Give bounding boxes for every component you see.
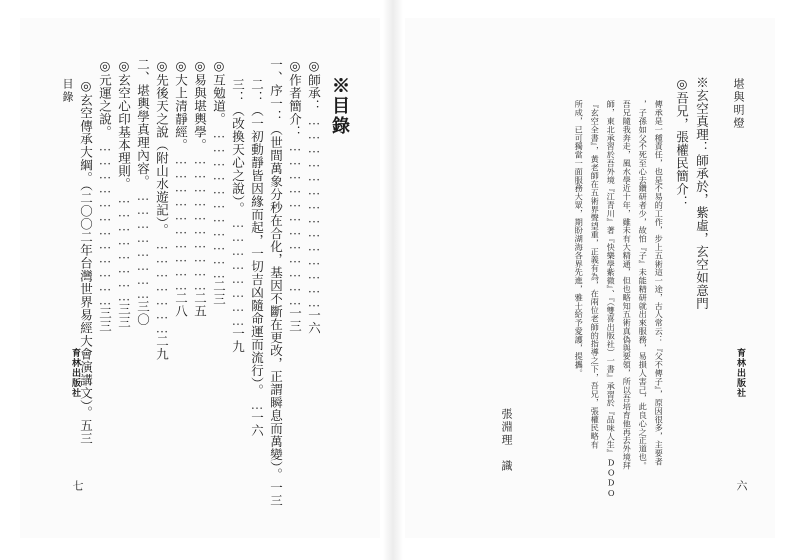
right-publisher-mark: 育林出版社 [735, 348, 745, 398]
toc-leader: …………………… [116, 190, 132, 303]
body-line: ，子孫如父不死至心去鑽研者少，故怕『子』未能精研就出來服務，易損人害己，此良心之正道也。 [638, 100, 649, 470]
toc-entry-text: ◎玄空傳承大綱。（二〇〇二年台灣世界易經大會演講文）。 [78, 78, 94, 419]
toc-entry[interactable] [307, 58, 320, 518]
toc-page-number: 二五 [192, 291, 208, 318]
toc-page-number: 五三 [78, 419, 94, 445]
toc-entry[interactable] [98, 58, 111, 518]
toc-entry[interactable] [231, 78, 244, 518]
toc-leader: ………………………… [173, 151, 189, 292]
toc-entry-text: ◎元運之說。 [97, 58, 113, 139]
body-line: 『玄空全書』，黃老師在五術界聲望重，正義有為，在兩位老師的指導之下，吾兄，張權民略有 [590, 100, 601, 449]
signature: 張淵理 識 [500, 408, 513, 473]
toc-entry-text: ◎玄空心印基本理則。 [116, 58, 132, 191]
toc-entry[interactable] [212, 58, 225, 518]
right-page [405, 18, 775, 538]
section-heading: ※玄空真理：師承於，紫虛，玄空如意門 [694, 76, 710, 310]
toc-entry-text: 二：（一初動靜皆因緣而起，一切吉凶隨命運而流行）。 [249, 78, 265, 397]
toc-leader: …………………………………… [306, 112, 322, 309]
left-publisher-mark: 育林出版社 [70, 348, 80, 398]
body-line: 所成，已可獨當一面服務大眾，期盼湖海各界先進，雅士給予愛護，提攜。 [574, 100, 585, 378]
book-gutter [383, 0, 403, 560]
toc-title: ※目錄 [329, 76, 350, 136]
toc-entry-text: ◎作者簡介： [287, 58, 303, 139]
toc-entry[interactable] [79, 78, 92, 518]
toc-page-number: 二八 [173, 291, 189, 318]
toc-entry-text: ◎師承： [306, 58, 322, 113]
right-running-title: 堪與明燈 [732, 78, 745, 130]
toc-entry[interactable] [269, 58, 282, 518]
toc-leader: …………………………… [211, 125, 227, 280]
toc-entry-text: ◎易與堪輿學。 [192, 58, 208, 152]
toc-page-number: 一六 [249, 410, 265, 437]
toc-leader: ……………………………… [97, 138, 113, 307]
toc-page-number: 一三 [287, 306, 303, 333]
toc-leader: ………………………… [192, 151, 208, 292]
toc-entry-text: 一、序一：（世間萬象分秒在合化，基因不斷在更改，正謂瞬息而萬變）。 [268, 58, 284, 481]
toc-leader: ………………… [154, 236, 170, 335]
toc-entry[interactable] [288, 58, 301, 518]
body-line: 師，東北承習於吾外境『江青川』著『快樂學紫微』、『（雙喜出版社）一書』承習於『品味人生』DODO [606, 100, 617, 499]
toc-page-number: 二三 [211, 279, 227, 306]
left-page [20, 18, 380, 538]
toc-page-number: 三三 [97, 306, 113, 333]
toc-leader: …………………… [135, 188, 151, 300]
toc-page-number: 三〇 [135, 300, 151, 326]
toc-page-number: 一九 [230, 326, 246, 353]
left-running-title: 目錄 [61, 78, 74, 104]
toc-entry[interactable] [155, 58, 168, 518]
toc-entry-text: ◎先後天之說（附山水遊記）。 [154, 58, 170, 237]
toc-entry[interactable] [117, 58, 130, 518]
toc-entry[interactable] [193, 58, 206, 518]
toc-entry[interactable] [250, 78, 263, 518]
section-subheading: ◎吾兄，張權民簡介： [674, 76, 690, 209]
toc-entry[interactable] [174, 58, 187, 518]
toc-entry[interactable] [136, 58, 149, 518]
toc-leader: … [249, 396, 265, 411]
toc-leader: ……………………………… [287, 138, 303, 307]
body-line: 吾兄隨我奔走，風水學近十年，雖未有大精通，但也略知五術真偽與要領，所以吾培育他再去外境拜 [622, 100, 633, 470]
left-page-number: 七 [71, 480, 84, 491]
toc-entry-text: ◎大上清靜經。 [173, 58, 189, 152]
toc-entry-text: ◎互勉道。 [211, 58, 227, 126]
right-page-number: 六 [735, 480, 748, 491]
body-line: 傳承是一種責任，也是不易的工作，步上五術這一途，古人常云：『父不傳子』，原因很多，主要者 [654, 100, 665, 466]
toc-entry-text: 二、堪輿學真理內容。 [135, 58, 151, 188]
toc-leader: …………………… [230, 214, 246, 327]
toc-entry-text: 三：（改換天心之說）。 [230, 78, 246, 215]
toc-page-number: 三三 [116, 302, 132, 329]
toc-page-number: 一三 [268, 480, 284, 507]
toc-page-number: 一六 [306, 308, 322, 335]
toc-page-number: 二九 [154, 334, 170, 361]
